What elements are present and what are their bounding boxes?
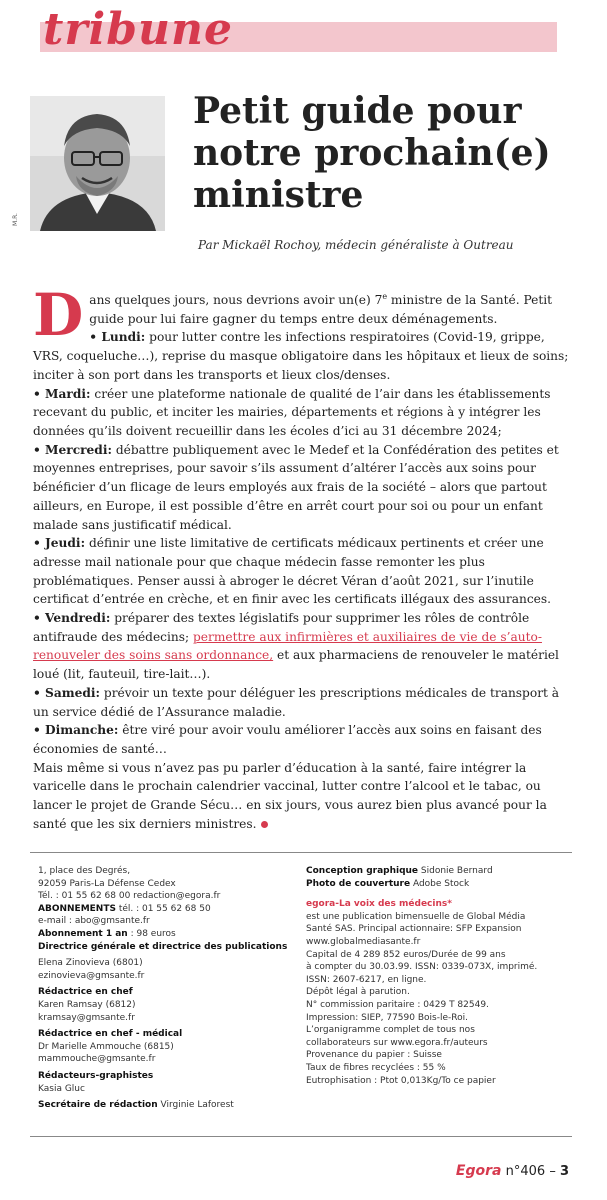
paragraph-jeudi (33, 534, 573, 609)
publisher-line-5: à compter du 30.03.99. ISSN: 0339-073X, imprimé. (306, 962, 538, 973)
cover-photo-label: Photo de couverture (306, 878, 411, 889)
publisher-line-12: Provenance du papier : Suisse (306, 1050, 442, 1061)
masthead-box (30, 852, 572, 1137)
subscriptions-tel: tél. : 01 55 62 68 50 (115, 903, 211, 914)
intro-text-a: ans quelques jours, nous devrions avoir un(e) 7 (89, 293, 383, 308)
contact-tel: Tél. : 01 55 62 68 00 redaction@egora.fr (38, 891, 221, 902)
highlight-link[interactable]: permettre aux infirmières et auxiliaires de vie de s’auto-renouveler des soins sans ordonnance, (33, 629, 542, 663)
headline: Petit guide pour notre prochain(e) ministre (193, 90, 551, 216)
day-label-mardi: • Mardi: (33, 386, 91, 401)
copy-editor-label: Secrétaire de rédaction (38, 1100, 158, 1111)
address-line-2: 92059 Paris-La Défense Cedex (38, 878, 176, 889)
subscription-price-value: : 98 euros (127, 928, 176, 939)
editor-name: Karen Ramsay (6812) (38, 999, 136, 1010)
day-text-vendredi-b: et aux pharmaciens de renouveler le matériel loué (lit, fauteuil, tire-lait…). (33, 648, 559, 682)
publisher-line-14: Eutrophisation : Ptot 0,013Kg/To ce papier (306, 1075, 496, 1086)
brand-name: egora-La voix des médecins* (306, 899, 452, 910)
byline: Par Mickaël Rochoy, médecin généraliste à Outreau (198, 238, 514, 252)
photo-credit: M.R. (12, 213, 19, 226)
conclusion-text: Mais même si vous n’avez pas pu parler d’éducation à la santé, faire intégrer la varicelle dans le prochain calendrier vaccinal, lutter contre l’alcool et le tabac, ou lancer le projet de Grande Sécu… en six jours, vous aurez bien plus avancé pour la santé que les six derniers ministres. (33, 760, 547, 831)
publisher-line-2: Santé SAS. Principal actionnaire: SFP Expansion (306, 924, 522, 935)
egora-logo: Egora (455, 1163, 502, 1179)
cover-photo-name: Adobe Stock (410, 878, 470, 889)
subscriptions-label: ABONNEMENTS (38, 903, 116, 914)
graphic-editors-name: Kasia Gluc (38, 1083, 85, 1094)
graphic-editors-label: Rédacteurs-graphistes (38, 1070, 154, 1081)
direction-label: Directrice générale et directrice des publications (38, 941, 288, 952)
publisher-line-11: collaborateurs sur www.egora.fr/auteurs (306, 1037, 488, 1048)
paragraph-mercredi (33, 441, 573, 535)
footer-separator: – (549, 1164, 556, 1179)
publisher-line-10: L’organigramme complet de tous nos (306, 1025, 475, 1036)
subscriptions-email: e-mail : abo@gmsante.fr (38, 916, 150, 927)
intro-text-b: ministre de la Santé. Petit guide pour lui faire gagner du temps entre deux déménagements. (89, 293, 553, 326)
day-text-jeudi: définir une liste limitative de certificats médicaux pertinents et créer une adresse mail nationale pour que chaque médecin fasse remonter les plus problématiques. Penser aussi à abroger le décret Véran d’août 2021, sur l’inutile certificat d’entrée en crèche, et en finir avec les certificats illégaux des assurances. (33, 536, 551, 607)
paragraph-dimanche (33, 721, 573, 758)
design-credit (306, 865, 568, 878)
copy-editor-name: Virginie Laforest (157, 1100, 234, 1111)
editor-email: kramsay@gmsante.fr (38, 1012, 135, 1023)
intro-superscript: e (382, 292, 388, 301)
day-text-lundi: pour lutter contre les infections respiratoires (Covid-19, grippe, VRS, coqueluche…), reprise du masque obligatoire dans les hôpitaux et lieux de soins; inciter à son port dans les transports et lieux clos/denses. (33, 330, 569, 382)
publisher-website[interactable]: www.globalmediasante.fr (306, 936, 421, 947)
page-number: 3 (559, 1164, 569, 1179)
publisher-line-9: Impression: SIEP, 77590 Bois-le-Roi. (306, 1012, 468, 1023)
day-label-jeudi: • Jeudi: (33, 536, 86, 551)
article-intro (33, 281, 573, 385)
editor-label: Rédactrice en chef (38, 987, 133, 998)
medical-editor-name: Dr Marielle Ammouche (6815) (38, 1041, 174, 1052)
rubric-title: tribune (43, 4, 233, 55)
day-label-samedi: • Samedi: (33, 685, 101, 700)
day-text-samedi: prévoir un texte pour déléguer les prescriptions médicales de transport à un service dédié de l’Assurance maladie. (33, 685, 560, 719)
paragraph-vendredi (33, 609, 573, 684)
day-label-vendredi: • Vendredi: (33, 611, 111, 626)
day-text-vendredi-a: préparer des textes législatifs pour supprimer les rôles de contrôle antifraude des médecins; (33, 611, 530, 644)
paragraph-mardi (33, 385, 573, 441)
day-text-mercredi: débattre publiquement avec le Medef et la Confédération des petites et moyennes entreprises, pour savoir s’ils assument d’altérer l’accès aux soins pour bénéficier d’un flicage de leurs employés aux frais de la société – alors que partout ailleurs, en Europe, il est possible d’être en arrêt court pour soi ou pour un enfant malade sans justificatif médical. (33, 442, 559, 532)
publisher-line-4: Capital de 4 289 852 euros/Durée de 99 ans (306, 949, 506, 960)
design-name: Sidonie Bernard (418, 866, 493, 876)
page-footer (456, 1163, 569, 1179)
author-photo (30, 96, 165, 231)
day-text-dimanche: être viré pour avoir voulu améliorer l’accès aux soins en faisant des économies de santé… (33, 723, 542, 756)
publisher-line-1: est une publication bimensuelle de Global Média (306, 911, 526, 922)
masthead-left-column (38, 865, 293, 1112)
publisher-line-8: N° commission paritaire : 0429 T 82549. (306, 999, 489, 1010)
subscription-price (38, 928, 293, 941)
day-label-mercredi: • Mercredi: (33, 442, 112, 457)
publisher-line-6: ISSN: 2607-6217, en ligne. (306, 974, 427, 985)
subscription-price-label: Abonnement 1 an (38, 928, 128, 939)
article-body (33, 281, 573, 833)
publisher-line-13: Taux de fibres recyclées : 55 % (306, 1062, 446, 1073)
address-line-1: 1, place des Degrés, (38, 866, 131, 876)
issue-number: n°406 (505, 1164, 546, 1179)
paragraph-samedi (33, 684, 573, 721)
medical-editor-label: Rédactrice en chef - médical (38, 1029, 183, 1040)
masthead-right-column (306, 865, 568, 1087)
direction-name: Elena Zinovieva (6801) (38, 958, 143, 969)
paragraph-conclusion (33, 759, 573, 834)
day-label-lundi: • Lundi: (89, 330, 146, 345)
design-label: Conception graphique (306, 866, 419, 876)
publisher-line-7: Dépôt légal à parution. (306, 987, 410, 998)
copy-editor-line (38, 1099, 293, 1112)
day-text-mardi: créer une plateforme nationale de qualité de l’air dans les établissements recevant du public, et inciter les mairies, départements et régions à y intégrer les données qu’ils doivent recueillir dans les écoles d’ici au 31 décembre 2024; (33, 386, 551, 438)
drop-cap: D (33, 281, 84, 349)
day-label-dimanche: • Dimanche: (33, 723, 119, 738)
medical-editor-email: mammouche@gmsante.fr (38, 1054, 156, 1065)
end-mark-icon (261, 821, 268, 828)
cover-photo-credit (306, 878, 568, 891)
direction-email: ezinovieva@gmsante.fr (38, 970, 145, 981)
subscriptions-line (38, 903, 293, 916)
